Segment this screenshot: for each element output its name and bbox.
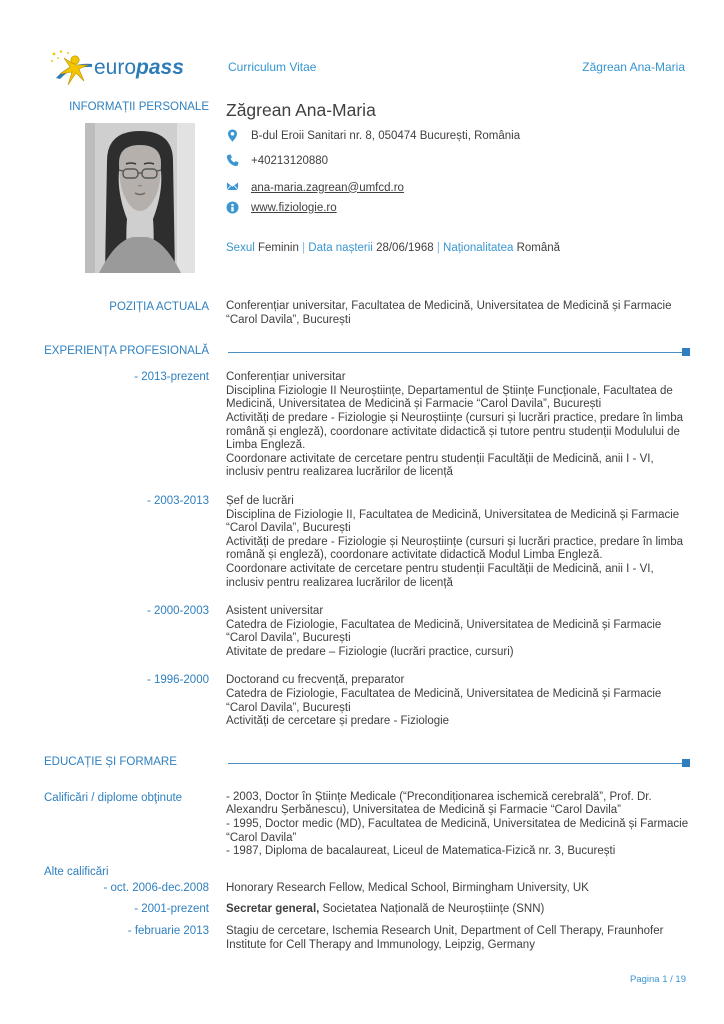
experience-section-heading: [44, 344, 690, 358]
qualifications-section: [44, 791, 690, 859]
entry-period: - oct. 2006-dec.2008: [103, 881, 209, 894]
other-qualification-entry: [44, 882, 690, 896]
section-rule: [226, 755, 690, 769]
experience-entry: [44, 371, 690, 480]
qualifications-label: Calificări / diplome obţinute: [44, 791, 183, 804]
experience-entry: [44, 495, 690, 590]
entry-org: Disciplina Fiziologie II Neuroștiințe, Departamentul de Științe Funcționale, Facultatea de Medicină, Universitatea de Medicină și Farmacie “Carol Davila”, București: [226, 384, 673, 411]
section-rule: [226, 344, 690, 358]
globe-icon: [226, 201, 239, 214]
entry-period: - 1996-2000: [146, 674, 209, 687]
entry-text: Societatea Națională de Neuroștiințe (SNN): [319, 903, 545, 916]
entry-period: - 2013-prezent: [134, 371, 209, 384]
separator: |: [436, 242, 440, 254]
entry-org: Catedra de Fiziologie, Facultatea de Medicină, Universitatea de Medicină și Farmacie “Carol Davila”, București: [226, 618, 662, 645]
page-number: Pagina 1 / 19: [630, 974, 686, 985]
phone-text: +40213120880: [251, 154, 329, 167]
page-header: [48, 48, 688, 88]
entry-org: Disciplina de Fiziologie II, Facultatea de Medicină, Universitatea de Medicină și Farmacie “Carol Davila”, București: [226, 508, 680, 535]
section-label-experience: EXPERIENȚA PROFESIONALĂ: [44, 345, 209, 358]
entry-extra: Coordonare activitate de cercetare pentru studenții Facultății de Medicină, anii I - VI, inclusiv pentru realizarea lucrărilor de licență: [226, 452, 654, 479]
europass-star-figure-icon: [48, 48, 100, 88]
sex-value: Feminin: [257, 242, 299, 254]
qualification-item: - 2003, Doctor în Științe Medicale (“Precondiționarea ischemică cerebrală”, Prof. Dr. Alexandru Șerbănescu), Universitatea de Medicină și Farmacie “Carol Davila”: [226, 790, 652, 817]
qualification-item: - 1987, Diploma de bacalaureat, Liceul de Matematica-Fizică nr. 3, București: [226, 845, 616, 858]
entry-activities: Activități de predare - Fiziologie și Neuroștiințe (cursuri și lucrări practice, predare în limba română și engleză), coordonare activitate didactică Modul Limba Engleză.: [226, 535, 683, 562]
experience-entry: [44, 674, 690, 728]
education-section-heading: [44, 755, 690, 769]
nationality-value: Română: [516, 242, 561, 254]
entry-period: - 2001-prezent: [134, 903, 209, 916]
address-row: [226, 129, 690, 142]
logo-pass-text: pass: [136, 56, 184, 79]
europass-wordmark: [94, 56, 184, 80]
section-label-personal-info: INFORMAȚII PERSONALE: [69, 101, 209, 113]
phone-row: [226, 154, 690, 167]
demographics-line: [226, 241, 690, 255]
header-author-name: Zăgrean Ana-Maria: [582, 60, 685, 74]
sex-label: Sexul: [226, 242, 255, 254]
birth-date-label: Data nașterii: [308, 242, 373, 254]
person-name: Zăgrean Ana-Maria: [226, 100, 376, 120]
entry-org: Catedra de Fiziologie, Facultatea de Medicină, Universitatea de Medicină și Farmacie “Carol Davila”, București: [226, 688, 662, 714]
current-position-text: Conferențiar universitar, Facultatea de Medicină, Universitatea de Medicină și Farmacie “Carol Davila”, București: [226, 300, 672, 326]
portrait-photo: [85, 123, 195, 273]
other-qualification-entry: [44, 925, 690, 952]
experience-entry: [44, 605, 690, 659]
europass-logo: [48, 48, 184, 88]
location-pin-icon: [226, 129, 239, 142]
section-label-education: EDUCAȚIE ȘI FORMARE: [44, 755, 177, 768]
rule-end-square: [682, 759, 690, 767]
entry-activities: Ativitate de predare – Fiziologie (lucrări practice, cursuri): [226, 645, 514, 658]
other-qualifications-label-row: [44, 865, 690, 879]
section-label-current-position: POZIȚIA ACTUALA: [109, 301, 209, 313]
entry-role: Conferențiar universitar: [226, 371, 346, 384]
entry-role: Doctorand cu frecvență, preparator: [226, 674, 405, 687]
birth-date-value: 28/06/1968: [376, 242, 434, 254]
entry-period: - 2003-2013: [146, 494, 209, 507]
entry-text: Stagiu de cercetare, Ischemia Research Unit, Department of Cell Therapy, Fraunhofer Institute for Cell Therapy and Immunology, Leipzig, Germany: [226, 925, 664, 951]
document-type-title: Curriculum Vitae: [228, 60, 317, 74]
other-qualifications-label: Alte calificări: [44, 865, 109, 878]
separator: |: [302, 242, 306, 254]
entry-activities: Activități de predare - Fiziologie și Neuroștiințe (cursuri și lucrări practice, predare în limba română și engleză), coordonare activitate didactică și tutore pentru studenții Modulului de Limba Engleză.: [226, 411, 683, 452]
entry-period: - 2000-2003: [146, 605, 209, 618]
website-link[interactable]: www.fiziologie.ro: [251, 201, 337, 214]
qualification-item: - 1995, Doctor medic (MD), Facultatea de Medicină, Universitatea de Medicină și Farmacie “Carol Davila”: [226, 818, 689, 844]
nationality-label: Naționalitatea: [443, 242, 514, 254]
other-qualification-entry: [44, 903, 690, 917]
entry-period: - februarie 2013: [127, 925, 209, 937]
entry-extra: Coordonare activitate de cercetare pentru studenții Facultății de Medicină, anii I - VI, inclusiv pentru realizarea lucrărilor de licență: [226, 562, 654, 589]
rule-end-square: [682, 348, 690, 356]
current-position-section: [44, 300, 690, 327]
logo-euro-text: euro: [94, 56, 137, 79]
email-row: [226, 181, 690, 194]
entry-role: Șef de lucrări: [226, 494, 294, 507]
address-text: B-dul Eroii Sanitari nr. 8, 050474 București, România: [251, 129, 521, 142]
personal-info-section: [44, 100, 690, 273]
email-link[interactable]: ana-maria.zagrean@umfcd.ro: [251, 181, 404, 194]
website-row: [226, 201, 690, 214]
envelope-icon: [226, 181, 239, 194]
entry-activities: Activități de cercetare și predare - Fiziologie: [226, 715, 450, 728]
entry-role: Asistent universitar: [226, 605, 324, 618]
phone-icon: [226, 154, 239, 167]
cv-body: [44, 100, 690, 960]
entry-text: Honorary Research Fellow, Medical School, Birmingham University, UK: [226, 881, 589, 894]
entry-text-bold: Secretar general,: [226, 903, 320, 916]
